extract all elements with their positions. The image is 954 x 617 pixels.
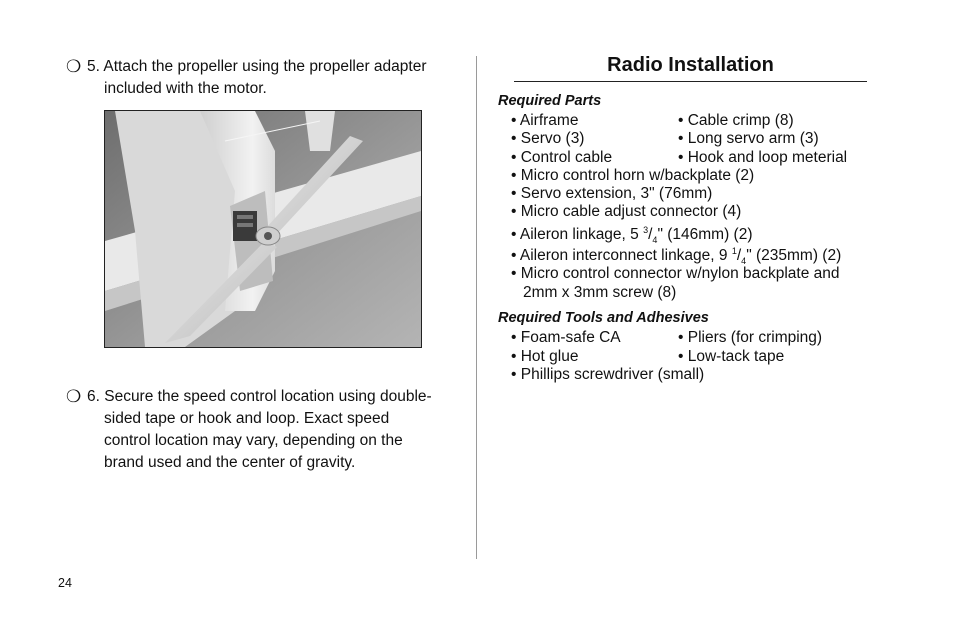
list-item: • Airframe — [511, 112, 579, 129]
fraction-slash: / — [736, 247, 742, 264]
list-item: • Phillips screwdriver (small) — [511, 366, 705, 383]
propeller-photo — [104, 110, 422, 348]
list-item: • Pliers (for crimping) — [678, 329, 823, 346]
checkbox-icon: ❍ — [66, 57, 82, 76]
step-6 — [66, 386, 436, 474]
checkbox-icon: ❍ — [66, 387, 82, 406]
step-5 — [66, 56, 436, 100]
propeller-photo-image — [105, 111, 421, 347]
fraction-denominator: 4 — [741, 256, 747, 267]
page-number: 24 — [58, 576, 72, 590]
list-item-aileron-linkage — [511, 226, 753, 245]
list-item: • Servo (3) — [511, 130, 585, 147]
fraction-numerator: 1 — [731, 245, 737, 256]
list-item: • Hook and loop meterial — [678, 149, 848, 166]
fraction-prefix: • Aileron interconnect linkage, 9 — [511, 247, 732, 264]
fraction-slash: / — [648, 226, 653, 243]
fraction-prefix: • Aileron linkage, 5 — [511, 226, 644, 243]
fraction-suffix: " (146mm) (2) — [657, 226, 753, 243]
list-item: • Long servo arm (3) — [678, 130, 819, 147]
list-item: • Micro control horn w/backplate (2) — [511, 167, 755, 184]
list-item: • Servo extension, 3" (76mm) — [511, 185, 713, 202]
list-item: • Micro cable adjust connector (4) — [511, 203, 742, 220]
step-6-text: 6. Secure the speed control location using double-sided tape or hook and loop. Exact speed control location may vary, depending on the brand used and the center of gravity. — [87, 388, 432, 471]
list-item: • Cable crimp (8) — [678, 112, 794, 129]
section-title: Radio Installation — [607, 54, 774, 76]
list-item: • Hot glue — [511, 348, 579, 365]
step-5-text: 5. Attach the propeller using the propeller adapter included with the motor. — [87, 58, 427, 97]
title-rule — [514, 81, 867, 82]
required-parts-heading: Required Parts — [498, 93, 602, 109]
list-item: • Low-tack tape — [678, 348, 785, 365]
fraction-numerator: 3 — [643, 224, 649, 235]
required-tools-heading: Required Tools and Adhesives — [498, 310, 709, 326]
list-item: • Foam-safe CA — [511, 329, 621, 346]
fraction-denominator: 4 — [652, 235, 658, 246]
list-item-interconnect-linkage — [511, 247, 841, 266]
list-item: • Micro control connector w/nylon backplate and 2mm x 3mm screw (8) — [511, 265, 840, 301]
fraction-suffix: " (235mm) (2) — [746, 247, 842, 264]
column-divider — [476, 56, 477, 559]
list-item: • Control cable — [511, 149, 613, 166]
